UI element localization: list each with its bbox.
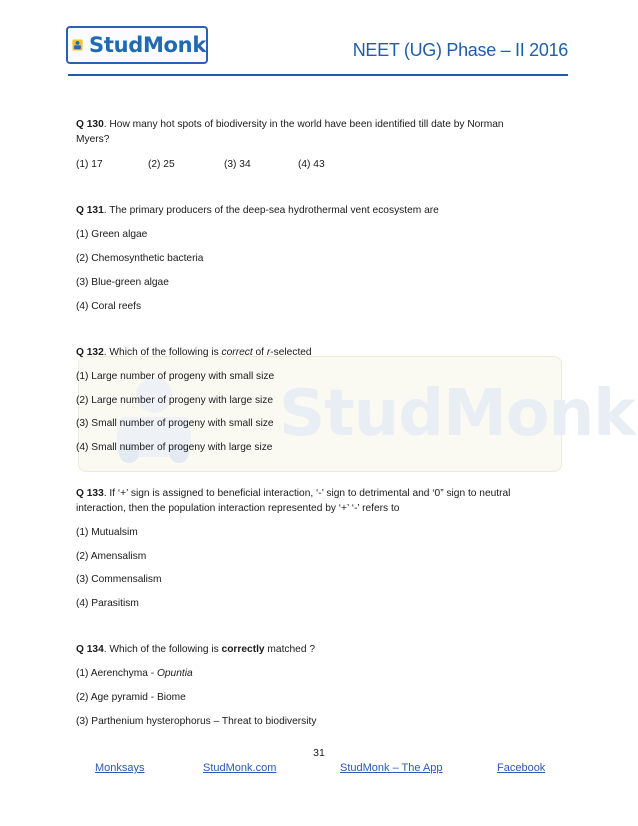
page-number: 31 [313, 747, 325, 759]
header-divider [68, 74, 568, 76]
q132-stem [76, 346, 312, 359]
q131-stem [76, 204, 439, 217]
q133-option-4: (4) Parasitism [76, 598, 139, 609]
q133-stem [76, 487, 510, 500]
q134-option-1-a: (1) Aerenchyma - [76, 668, 157, 679]
q132-option-2: (2) Large number of progeny with large size [76, 395, 274, 406]
q131-option-1: (1) Green algae [76, 229, 148, 240]
q133-number: Q 133 [76, 488, 104, 499]
q130-text-line1: . How many hot spots of biodiversity in the world have been identified till date by Norman [103, 119, 504, 130]
q134-text-bold: correctly [221, 644, 265, 655]
q130-option-2: (2) 25 [148, 159, 175, 170]
q132-text-after: -selected [270, 347, 312, 358]
q134-stem [76, 643, 315, 656]
footer-link-studmonk-app[interactable]: StudMonk – The App [340, 762, 443, 774]
q130-number: Q 130 [76, 119, 104, 130]
q132-text-em2: r [266, 347, 271, 358]
q133-option-3: (3) Commensalism [76, 574, 162, 585]
q134-option-1 [76, 667, 193, 680]
q134-text-before: . Which of the following is [103, 644, 222, 655]
q131-text: . The primary producers of the deep-sea hydrothermal vent ecosystem are [103, 205, 439, 216]
q133-text-line2: interaction, then the population interaction represented by ‘+’ ‘-’ refers to [76, 503, 400, 514]
q132-text-em: correct [221, 347, 253, 358]
q131-option-4: (4) Coral reefs [76, 301, 142, 312]
q131-option-2: (2) Chemosynthetic bacteria [76, 253, 204, 264]
q134-option-3: (3) Parthenium hysterophorus – Threat to biodiversity [76, 716, 317, 727]
q132-option-4: (4) Small number of progeny with large size [76, 442, 273, 453]
footer-link-studmonk-com[interactable]: StudMonk.com [203, 762, 277, 774]
q130-text-line2: Myers? [76, 134, 110, 145]
monk-logo-icon [72, 31, 83, 59]
document-title: NEET (UG) Phase – II 2016 [352, 40, 568, 60]
q133-text-line1: . If ‘+’ sign is assigned to beneficial interaction, ‘-’ sign to detrimental and ‘0” sign to neutral [103, 488, 511, 499]
q131-number: Q 131 [76, 205, 104, 216]
q131-option-3: (3) Blue-green algae [76, 277, 169, 288]
q130-option-1: (1) 17 [76, 159, 103, 170]
q134-option-1-b: Opuntia [156, 668, 193, 679]
q133-option-2: (2) Amensalism [76, 551, 147, 562]
q134-option-2: (2) Age pyramid - Biome [76, 692, 186, 703]
q130-option-4: (4) 43 [298, 159, 325, 170]
studmonk-logo [66, 26, 208, 64]
q134-number: Q 134 [76, 644, 104, 655]
q130-stem [76, 118, 504, 131]
watermark-text: StudMonk [279, 377, 635, 451]
q134-text-after: matched ? [264, 644, 315, 655]
q130-option-3: (3) 34 [224, 159, 251, 170]
q132-option-1: (1) Large number of progeny with small size [76, 371, 275, 382]
footer-link-monksays[interactable]: Monksays [95, 762, 145, 774]
q132-option-3: (3) Small number of progeny with small size [76, 418, 274, 429]
logo-text: StudMonk [89, 33, 206, 57]
q132-number: Q 132 [76, 347, 104, 358]
q133-option-1: (1) Mutualsim [76, 527, 138, 538]
q132-text-before: . Which of the following is [103, 347, 222, 358]
footer-link-facebook[interactable]: Facebook [497, 762, 546, 774]
q132-text-mid: of [252, 347, 267, 358]
